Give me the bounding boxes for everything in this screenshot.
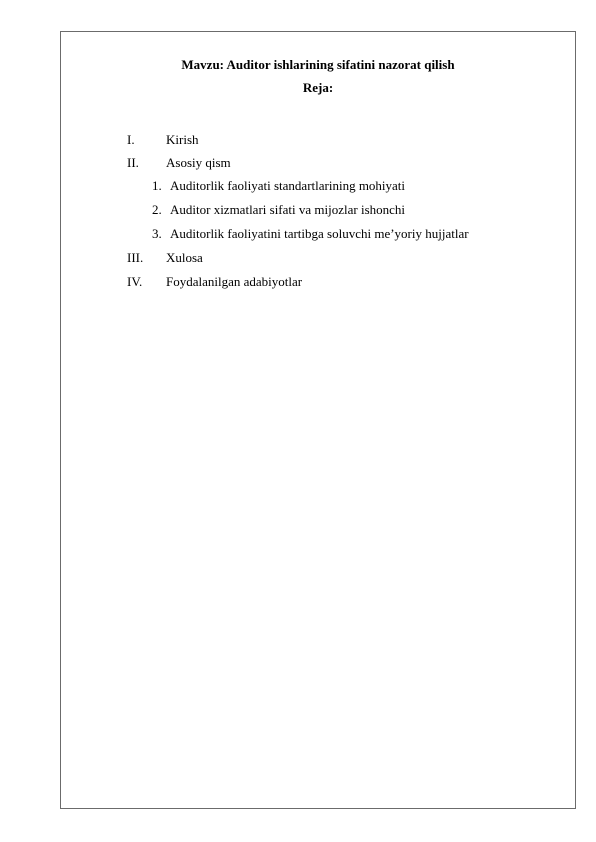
plan-item-2: Asosiy qism	[166, 155, 231, 170]
subitem-number-2: 2.	[152, 202, 162, 217]
document-title: Mavzu: Auditor ishlarining sifatini nazorat qilish	[181, 57, 455, 72]
subitem-1: Auditorlik faoliyati standartlarining mohiyati	[170, 178, 406, 193]
plan-numeral-2: II.	[127, 155, 139, 170]
plan-numeral-1: I.	[127, 132, 135, 147]
subitem-number-3: 3.	[152, 226, 162, 241]
plan-item-3: Xulosa	[166, 250, 203, 265]
subitem-3: Auditorlik faoliyatini tartibga soluvchi me’yoriy hujjatlar	[170, 226, 469, 241]
plan-item-1: Kirish	[166, 132, 199, 147]
plan-numeral-3: III.	[127, 250, 144, 265]
subitem-2: Auditor xizmatlari sifati va mijozlar ishonchi	[170, 202, 406, 217]
subitem-number-1: 1.	[152, 178, 162, 193]
plan-item-4: Foydalanilgan adabiyotlar	[166, 274, 303, 289]
plan-numeral-4: IV.	[127, 274, 143, 289]
page-border	[60, 31, 576, 809]
plan-heading: Reja:	[302, 80, 334, 95]
